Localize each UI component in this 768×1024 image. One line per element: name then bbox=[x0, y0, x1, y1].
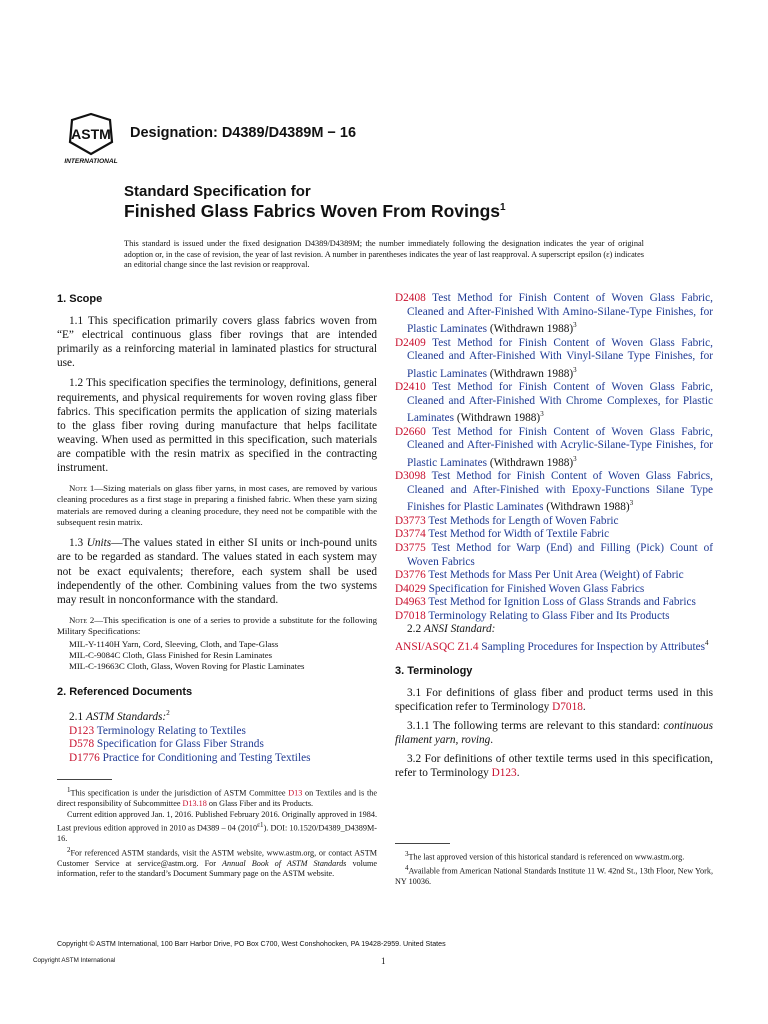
footnote-1-edition: Current edition approved Jan. 1, 2016. Published February 2016. Originally approved in 1984. Last previous edition approved in 2010 as D4389 – 04 $(2010^{\varepsilon 1})$. DOI: 10.1520/D4389_D4389M-16. bbox=[57, 809, 377, 844]
ref-item-d2660[interactable]: D2660 Test Method for Finish Content of Woven Glass Fabric, Cleaned and After-Finished with Acrylic-Silane-Type Finishes, for Plastic Laminates (Withdrawn 1988)$^3$ bbox=[395, 425, 713, 469]
ref-item-d3098[interactable]: D3098 Test Method for Finish Content of Woven Glass Fabrics, Cleaned and After-Finished with Epoxy-Functions Silane Type Finishes for Plastic Laminates (Withdrawn 1988)$^3$ bbox=[395, 470, 713, 514]
svg-text:ASTM: ASTM bbox=[71, 126, 111, 142]
ref-item-d4963[interactable]: D4963 Test Method for Ignition Loss of Glass Strands and Fabrics bbox=[395, 596, 696, 609]
note-2: Note 2—This specification is one of a series to provide a substitute for the following Military Specifications: bbox=[57, 614, 377, 637]
ref-item-d1776[interactable]: D1776 Practice for Conditioning and Testing Textiles bbox=[69, 751, 311, 764]
mil-spec-1: MIL-Y-1140H Yarn, Cord, Sleeving, Cloth, and Tape-Glass bbox=[69, 639, 279, 650]
ref-item-d2408[interactable]: D2408 Test Method for Finish Content of Woven Glass Fabric, Cleaned and After-Finished With Amino-Silane-Type Finishes, for Plastic Laminates (Withdrawn 1988)$^3$ bbox=[395, 292, 713, 335]
link-d13-18[interactable]: D13.18 bbox=[182, 799, 207, 809]
footnote-rule-right bbox=[395, 843, 450, 844]
document-title bbox=[124, 183, 506, 222]
intro-paragraph: This standard is issued under the fixed designation D4389/D4389M; the number immediately following the designation indicates the year of original adoption or, in the case of revision, the year of last revision. A number in parentheses indicates the year of last reapproval. A superscript epsilon (ε) indicates an editorial change since the last revision or reapproval. bbox=[124, 239, 644, 270]
ref-item-d2409[interactable]: D2409 Test Method for Finish Content of Woven Glass Fabric, Cleaned and After-Finished With Vinyl-Silane Type Finishes, for Plastic Laminates (Withdrawn 1988)$^3$ bbox=[395, 336, 713, 380]
terminology-p3: 3.2 For definitions of other textile terms used in this specification, refer to Terminology D123. bbox=[395, 753, 713, 779]
link-d13[interactable]: D13 bbox=[288, 788, 303, 798]
ref-item-d3773[interactable]: D3773 Test Methods for Length of Woven Fabric bbox=[395, 514, 619, 527]
scope-p2: 1.2 This specification specifies the terminology, definitions, general requirements, and physical requirements for woven roving glass fiber fabrics. This specification permits the application of sizing materials to the glass fiber roving during manufacture that helps facilitate weaving. When used as permitted in this specification, such materials are compatible with the resin matrix as specified in the contracting instrument. bbox=[57, 377, 377, 475]
title-line-1: Standard Specification for bbox=[124, 183, 311, 200]
copyright-line: Copyright © ASTM International, 100 Barr Harbor Drive, PO Box C700, West Conshohocken, PA 19428-2959. United States bbox=[57, 940, 446, 948]
astm-standards-label: 2.1 ASTM Standards:$^2$ bbox=[69, 709, 170, 724]
page-number: 1 bbox=[381, 956, 386, 966]
footnote-1: $^1$This specification is under the jurisdiction of ASTM Committee D13 on Textiles and is the direct responsibility of Subcommittee D13.18 on Glass Fiber and its Products. bbox=[57, 786, 377, 809]
scope-heading: 1. Scope bbox=[57, 293, 103, 305]
footnote-4: $^4$Available from American National Standards Institute 11 W. 42nd St., 13th Floor, New York, NY 10036. bbox=[395, 864, 713, 887]
footnote-3: $^3$The last approved version of this historical standard is referenced on www.astm.org. bbox=[405, 850, 685, 862]
link-d123[interactable]: D123 bbox=[491, 767, 517, 779]
footnote-rule-left bbox=[57, 779, 112, 780]
mil-spec-3: MIL-C-19663C Cloth, Glass, Woven Roving for Plastic Laminates bbox=[69, 661, 305, 672]
ref-item-ansi[interactable]: ANSI/ASQC Z1.4 Sampling Procedures for Inspection by Attributes$^4$ bbox=[395, 639, 709, 653]
title-line-2: Finished Glass Fabrics Woven From Rovings$^1$ bbox=[124, 201, 506, 221]
references-heading: 2. Referenced Documents bbox=[57, 686, 193, 699]
footnote-2: $^2$For referenced ASTM standards, visit the ASTM website, www.astm.org, or contact ASTM Customer Service at service@astm.org. For Annual Book of ASTM Standards volume information, refer to the standard’s Document Summary page on the ASTM website. bbox=[57, 845, 377, 879]
astm-logo bbox=[60, 112, 122, 166]
ref-item-d3774[interactable]: D3774 Test Method for Width of Textile Fabric bbox=[395, 528, 610, 541]
mil-spec-2: MIL-C-9084C Cloth, Glass Finished for Resin Laminates bbox=[69, 650, 273, 661]
footer-left: Copyright ASTM International bbox=[33, 957, 116, 964]
ansi-standard-label: 2.2 ANSI Standard: bbox=[407, 623, 496, 636]
svg-text:INTERNATIONAL: INTERNATIONAL bbox=[64, 158, 118, 165]
link-d7018[interactable]: D7018 bbox=[552, 700, 583, 713]
scope-p3: 1.3 Units—The values stated in either SI units or inch-pound units are to be regarded as standard. The values stated in each system may not be exact equivalents; therefore, each system shall be used independently of the other. Combining values from the two systems may result in nonconformance with the standard. bbox=[57, 537, 377, 606]
note-1: Note 1—Sizing materials on glass fiber yarns, in most cases, are removed by various cleaning procedures as a first stage in preparing a finished fabric. When these yarn sizing materials are removed during a cleaning procedure, they need not be compatible with the subsequent resin matrix. bbox=[57, 483, 377, 528]
right-column bbox=[395, 292, 713, 787]
left-column bbox=[57, 292, 377, 765]
ref-item-d2410[interactable]: D2410 Test Method for Finish Content of Woven Glass Fabric, Cleaned and After-Finished With Chrome Complexes, for Plastic Laminates (Withdrawn 1988)$^3$ bbox=[395, 381, 713, 425]
ref-item-d4029[interactable]: D4029 Specification for Finished Woven Glass Fabrics bbox=[395, 582, 645, 595]
designation: Designation: D4389/D4389M − 16 bbox=[130, 125, 357, 141]
footnotes-right bbox=[395, 849, 713, 888]
scope-p1: 1.1 This specification primarily covers glass fabrics woven from “E” electrical continuous glass fiber rovings that are intended primarily as a reinforcing material in laminated plastics for structural use. bbox=[57, 315, 377, 370]
ref-item-d3775[interactable]: D3775 Test Method for Warp (End) and Filling (Pick) Count of Woven Fabrics bbox=[395, 541, 713, 568]
terminology-p1: 3.1 For definitions of glass fiber and product terms used in this specification refer to Terminology D7018. bbox=[395, 687, 713, 713]
terminology-heading: 3. Terminology bbox=[395, 665, 473, 678]
ref-item-d578[interactable]: D578 Specification for Glass Fiber Strands bbox=[69, 738, 264, 751]
footnotes-left bbox=[57, 785, 377, 879]
terminology-p2: 3.1.1 The following terms are relevant to this standard: continuous filament yarn, roving. bbox=[395, 720, 713, 746]
ref-item-d3776[interactable]: D3776 Test Methods for Mass Per Unit Area (Weight) of Fabric bbox=[395, 569, 684, 582]
ref-item-d123[interactable]: D123 Terminology Relating to Textiles bbox=[69, 724, 246, 737]
ref-item-d7018[interactable]: D7018 Terminology Relating to Glass Fiber and Its Products bbox=[395, 609, 670, 622]
